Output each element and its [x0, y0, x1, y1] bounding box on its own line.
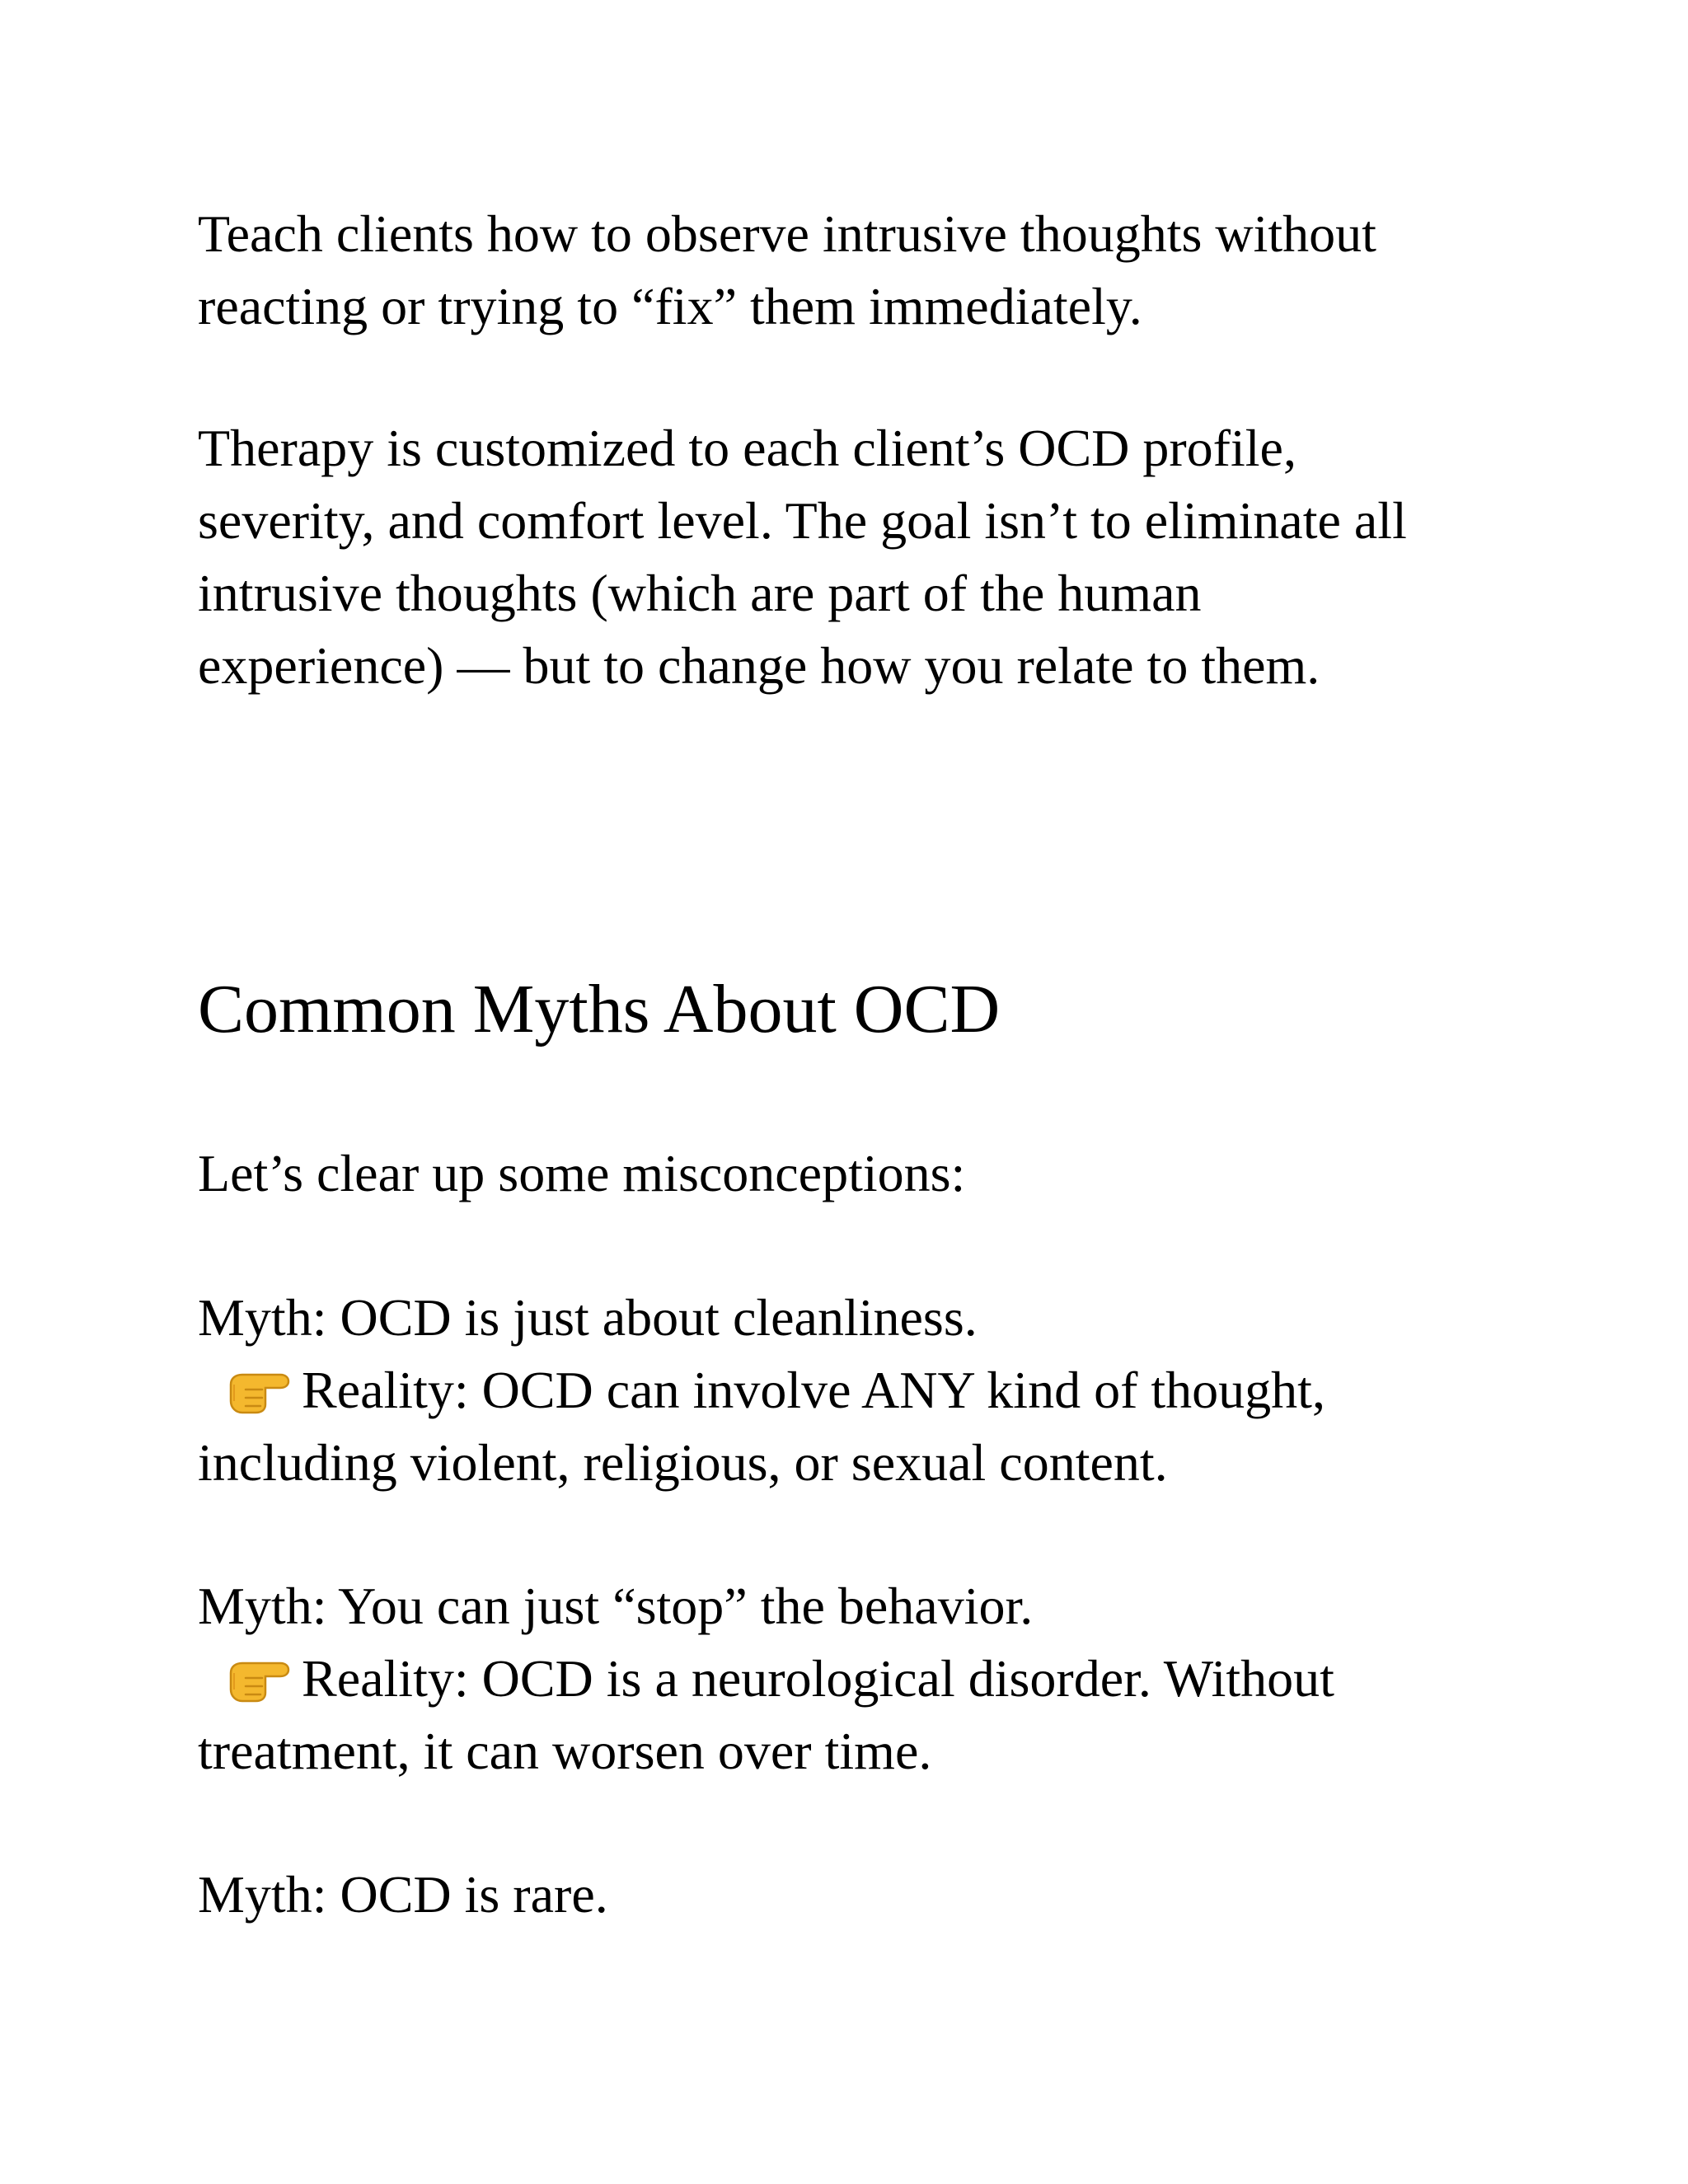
- intro-paragraph-1-line-1: Teach clients how to observe intrusive thoughts without: [198, 204, 1376, 263]
- reality-text: Reality: OCD is a neurological disorder. Without: [302, 1649, 1334, 1708]
- reality-line: [198, 1354, 1533, 1427]
- reality-text: Reality: OCD can involve ANY kind of thought,: [302, 1361, 1325, 1419]
- reality-continuation: including violent, religious, or sexual content.: [198, 1433, 1168, 1492]
- intro-paragraph-2-line-2: severity, and comfort level. The goal isn’t to eliminate all: [198, 491, 1407, 550]
- intro-paragraph-1-line-2: reacting or trying to “fix” them immediately.: [198, 277, 1142, 335]
- pointing-right-hand-icon: [227, 1365, 290, 1414]
- intro-paragraph-2-line-3: intrusive thoughts (which are part of the human: [198, 564, 1202, 622]
- intro-paragraph-2-line-1: Therapy is customized to each client’s OCD profile,: [198, 419, 1296, 477]
- intro-paragraph-1: [198, 198, 1533, 343]
- myth-item-2: [198, 1570, 1533, 1788]
- pointing-right-hand-icon: [227, 1653, 290, 1703]
- myth-statement: Myth: You can just “stop” the behavior.: [198, 1577, 1034, 1635]
- reality-line: [198, 1643, 1533, 1715]
- reality-continuation: treatment, it can worsen over time.: [198, 1722, 932, 1780]
- myth-item-1: [198, 1282, 1533, 1499]
- myth-item-3: [198, 1858, 1533, 1931]
- myth-statement: Myth: OCD is just about cleanliness.: [198, 1288, 978, 1347]
- myth-statement: Myth: OCD is rare.: [198, 1865, 608, 1924]
- section-lead: [198, 1137, 1533, 1210]
- intro-paragraph-2-line-4: experience) — but to change how you relate to them.: [198, 636, 1320, 695]
- intro-paragraph-2: [198, 412, 1533, 702]
- section-heading: Common Myths About OCD: [198, 971, 1001, 1047]
- section-lead-text: Let’s clear up some misconceptions:: [198, 1144, 966, 1202]
